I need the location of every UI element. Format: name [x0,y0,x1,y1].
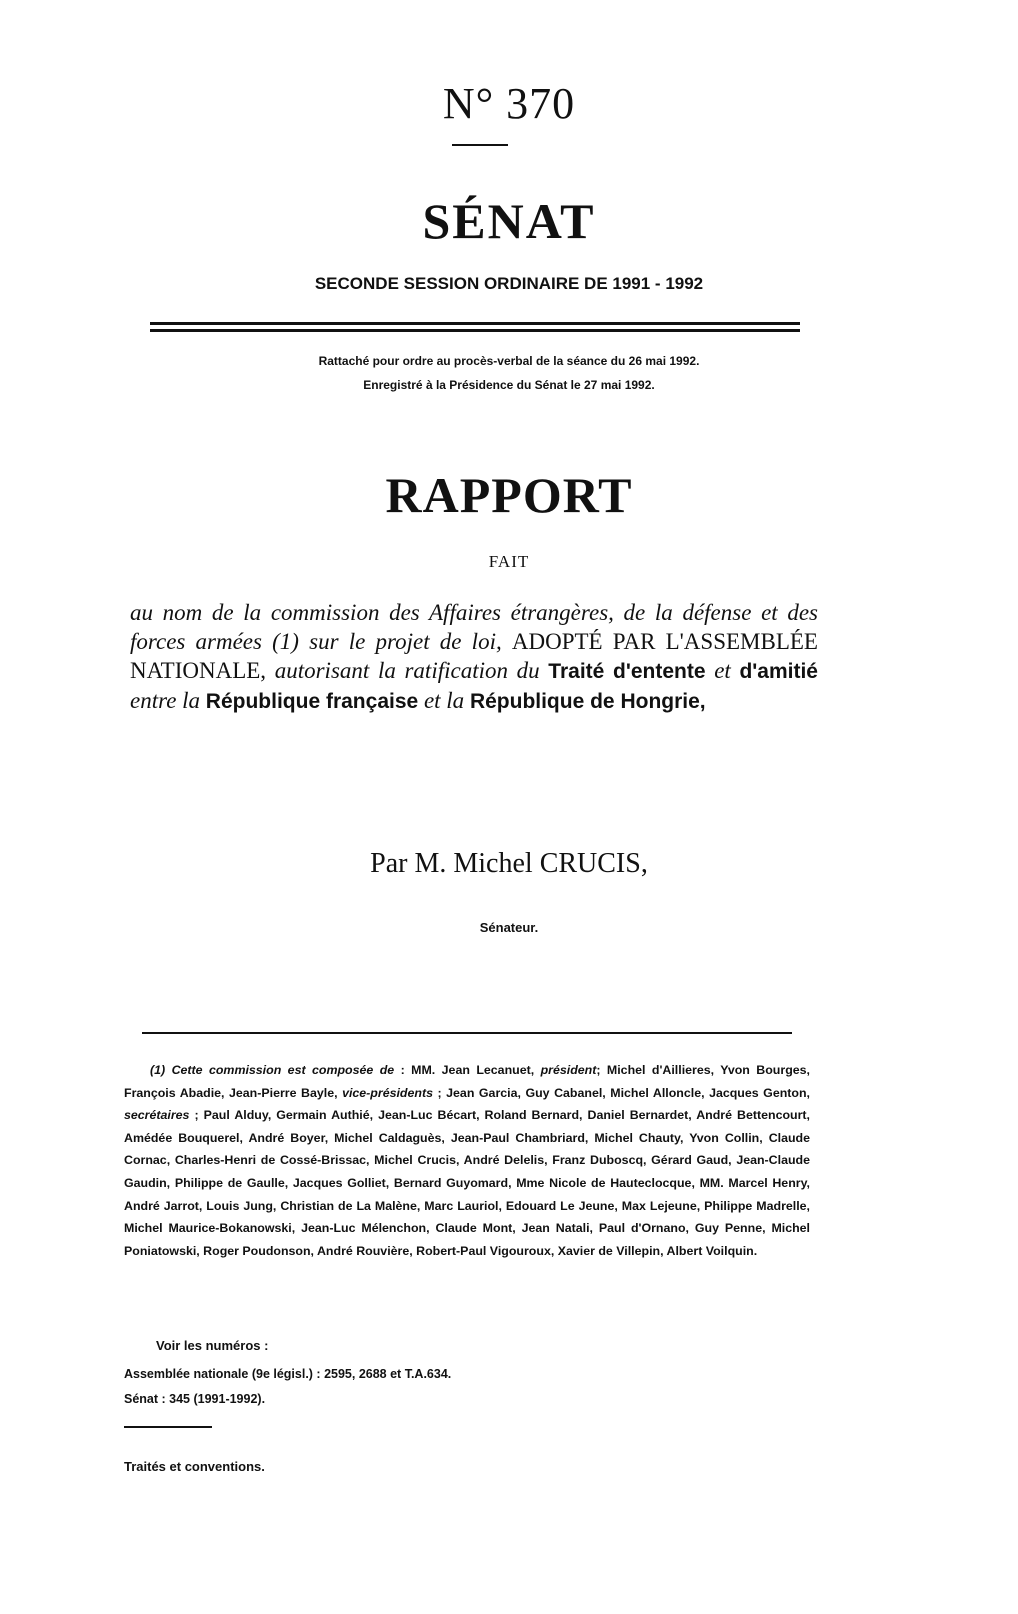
subject-part: entre la [130,688,206,713]
subject-part: République de Hongrie, [469,690,706,713]
subject-part: Traité d'entente [548,660,706,683]
footnote-role: secrétaires [124,1108,190,1123]
attachment-note: Rattaché pour ordre au procès-verbal de la séance du 26 mai 1992. [318,354,700,368]
subject-part: et [705,658,740,683]
report-title: RAPPORT [385,467,633,523]
report-subtitle: FAIT [488,552,530,571]
report-subject [130,598,818,716]
double-rule-bottom [150,329,800,332]
footnote-role: président [540,1063,597,1077]
subject-part: au nom de la commission des Affaires étrangères, de la défense et des forces armées (1) sur le projet de loi, [130,600,818,654]
subject-part: et la [418,688,470,713]
session-line: SECONDE SESSION ORDINAIRE DE 1991 - 1992 [314,274,704,293]
double-rule-top [150,322,800,325]
classification-label: Traités et conventions. [124,1459,265,1474]
footnote-lead: (1) Cette commission est composée de [150,1063,395,1077]
footnote-role: vice-présidents [342,1085,433,1100]
references-heading: Voir les numéros : [156,1338,269,1353]
divider-long [142,1032,792,1034]
reference-senat: Sénat : 345 (1991-1992). [124,1392,266,1406]
document-number: N° 370 [442,79,576,128]
registration-note: Enregistré à la Présidence du Sénat le 27 mai 1992. [363,378,655,392]
reference-assemblee: Assemblée nationale (9e législ.) : 2595, 2688 et T.A.634. [124,1367,452,1381]
author-line: Par M. Michel CRUCIS, [370,848,648,879]
subject-part: d'amitié [739,660,818,683]
divider-short [452,144,508,146]
footnote-text: : MM. Jean Lecanuet, [394,1063,541,1077]
footnote-text: ; Jean Garcia, Guy Cabanel, Michel Alloncle, Jacques Genton, [432,1085,810,1100]
footnote-text: ; Paul Alduy, Germain Authié, Jean-Luc Bécart, Roland Bernard, Daniel Bernardet, André Bettencourt, Amédée Bouquerel, André Boyer, Michel Caldaguès, Jean-Paul Chambriard, Michel Chauty, Yvon Collin, Claude Cornac, Charles-Henri de Cossé-Brissac, Michel Crucis, André Delelis, Franz Duboscq, Gérard Gaud, Jean-Claude Gaudin, Philippe de Gaulle, Jacques Golliet, Bernard Guyomard, Mme Nicole de Hauteclocque, MM. Marcel Henry, André Jarrot, Louis Jung, Christian de La Malène, Marc Lauriol, Edouard Le Jeune, Max Lejeune, Philippe Madrelle, Michel Maurice-Bokanowski, Jean-Luc Mélenchon, Claude Mont, Jean Natali, Paul d'Ornano, Guy Penne, Michel Poniatowski, Roger Poudonson, André Rouvière, Robert-Paul Vigouroux, Xavier de Villepin, Albert Voilquin. [124,1108,810,1258]
commission-footnote [124,1059,810,1262]
institution-title: SÉNAT [422,193,596,249]
subject-part: autorisant la ratification du [266,658,549,683]
author-role: Sénateur. [479,920,539,935]
divider-small [124,1426,212,1428]
subject-part: République française [205,690,419,713]
footnote-text: ; Michel d'Aillieres, Yvon Bourges, François Abadie, Jean-Pierre Bayle, [124,1063,810,1100]
subject-part: ADOPTÉ PAR L'ASSEMBLÉE NATIONALE, [130,629,818,683]
